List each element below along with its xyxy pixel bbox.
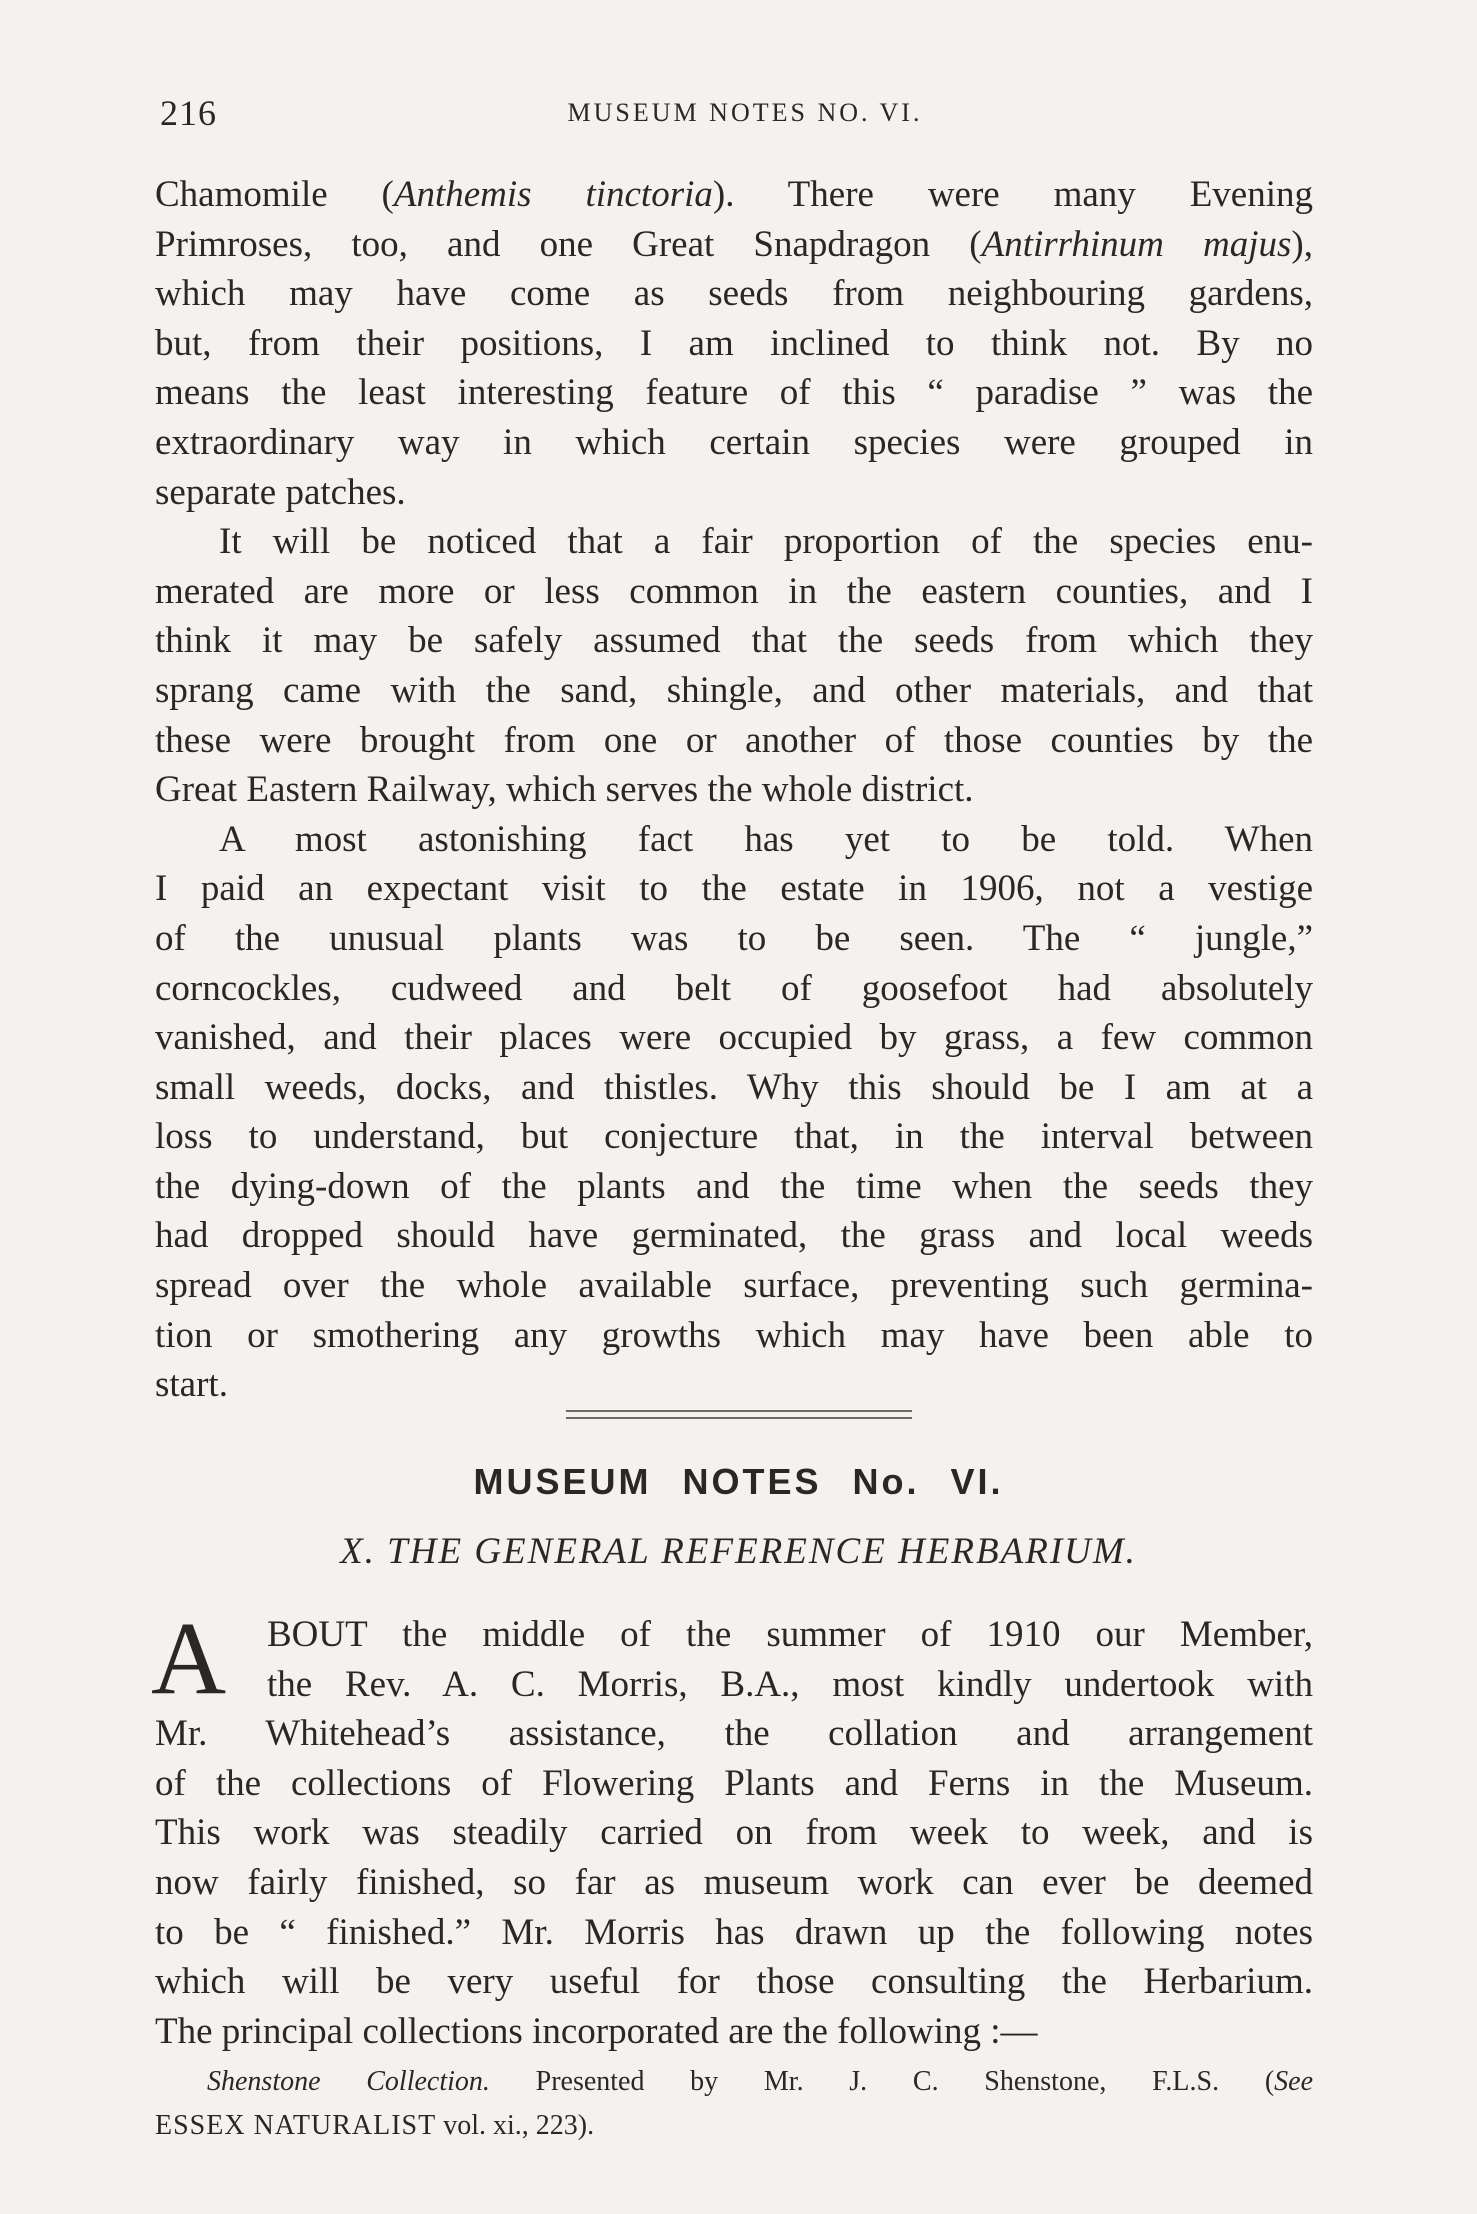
text-segment: means the least interesting feature of this “ paradise ” was the xyxy=(155,372,1313,414)
text-segment: A most astonishing fact has yet to be told. When xyxy=(219,818,1313,860)
text-segment: merated are more or less common in the eastern counties, and I xyxy=(155,570,1313,612)
italic-text: Shenstone Collection. xyxy=(207,2066,490,2097)
text-segment: now fairly finished, so far as museum work can ever be deemed xyxy=(155,1861,1313,1903)
text-line xyxy=(155,1759,1313,1809)
text-line xyxy=(155,269,1313,319)
text-line xyxy=(155,418,1313,468)
text-segment: The principal collections incorporated are the following :— xyxy=(155,2010,1038,2052)
text-segment: of the collections of Flowering Plants and Ferns in the Museum. xyxy=(155,1762,1313,1804)
text-segment: spread over the whole available surface, preventing such germina- xyxy=(155,1265,1313,1307)
text-line xyxy=(155,616,1313,666)
italic-text: Antirrhinum majus xyxy=(981,223,1292,265)
text-line xyxy=(155,1211,1313,1261)
text-segment: corncockles, cudweed and belt of goosefoot had absolutely xyxy=(155,967,1313,1009)
text-segment: vol. xi., 223). xyxy=(436,2110,595,2141)
running-head xyxy=(160,92,1330,132)
divider-rule-bottom xyxy=(566,1417,912,1419)
text-line xyxy=(155,1112,1313,1162)
text-segment: small weeds, docks, and thistles. Why this should be I am at a xyxy=(155,1066,1313,1108)
text-segment: This work was steadily carried on from week to week, and is xyxy=(155,1812,1313,1854)
running-title: MUSEUM NOTES NO. VI. xyxy=(567,98,923,127)
text-line xyxy=(155,1709,1313,1759)
text-line xyxy=(155,1311,1313,1361)
text-line xyxy=(155,1162,1313,1212)
text-segment: to be “ finished.” Mr. Morris has drawn up the following notes xyxy=(155,1911,1313,1953)
section-heading: MUSEUM NOTES No. VI. xyxy=(473,1461,1004,1502)
text-segment: which may have come as seeds from neighbouring gardens, xyxy=(155,273,1313,315)
text-line xyxy=(155,220,1313,270)
italic-text: Anthemis tinctoria xyxy=(393,174,713,215)
text-line xyxy=(155,2060,1313,2104)
text-segment: It will be noticed that a fair proportion of the species enu- xyxy=(219,521,1313,563)
text-segment: separate patches. xyxy=(155,471,406,513)
text-line xyxy=(155,1660,1313,1710)
text-line xyxy=(155,567,1313,617)
text-segment: sprang came with the sand, shingle, and other materials, and that xyxy=(155,669,1313,711)
text-line xyxy=(155,170,1313,220)
text-segment: these were brought from one or another of those counties by the xyxy=(155,719,1313,761)
section-subheading: X. THE GENERAL REFERENCE HERBARIUM. xyxy=(340,1531,1137,1572)
text-line xyxy=(155,914,1313,964)
text-segment: think it may be safely assumed that the seeds from which they xyxy=(155,620,1313,662)
collection-entry xyxy=(155,2060,1313,2148)
text-line xyxy=(155,1908,1313,1958)
text-segment: vanished, and their places were occupied by grass, a few common xyxy=(155,1017,1313,1059)
text-line xyxy=(155,666,1313,716)
text-segment: Mr. Whitehead’s assistance, the collation and arrangement xyxy=(155,1713,1313,1755)
text-segment: BOUT the middle of the summer of 1910 our Member, xyxy=(267,1614,1313,1655)
text-line xyxy=(155,964,1313,1014)
text-line xyxy=(155,716,1313,766)
text-line xyxy=(155,765,1313,815)
text-segment: the Rev. A. C. Morris, B.A., most kindly undertook with xyxy=(267,1663,1313,1705)
section-divider xyxy=(0,1410,1477,1419)
drop-cap: A xyxy=(151,1601,227,1716)
text-line xyxy=(155,1013,1313,1063)
text-segment: loss to understand, but conjecture that, in the interval between xyxy=(155,1116,1313,1158)
text-segment: extraordinary way in which certain species were grouped in xyxy=(155,421,1313,463)
text-segment: which will be very useful for those consulting the Herbarium. xyxy=(155,1961,1313,2003)
text-segment: Presented by Mr. J. C. Shenstone, F.L.S. ( xyxy=(489,2066,1275,2097)
article-body-text xyxy=(151,1601,1313,2056)
text-segment: Chamomile ( xyxy=(155,174,394,215)
text-line xyxy=(155,468,1313,518)
text-segment: ), xyxy=(1291,223,1313,265)
text-line xyxy=(155,1808,1313,1858)
text-segment: I paid an expectant visit to the estate in 1906, not a vestige xyxy=(155,868,1313,910)
text-segment: the dying-down of the plants and the time when the seeds they xyxy=(155,1165,1313,1207)
previous-article-text xyxy=(155,170,1313,1410)
text-line xyxy=(155,2104,1313,2148)
text-line xyxy=(155,319,1313,369)
text-line xyxy=(155,1063,1313,1113)
text-line xyxy=(155,815,1313,865)
text-segment: but, from their positions, I am inclined to think not. By no xyxy=(155,322,1313,364)
text-line xyxy=(155,1360,1313,1410)
text-segment: Primroses, too, and one Great Snapdragon ( xyxy=(155,223,982,265)
text-line xyxy=(155,2007,1313,2057)
text-segment: ESSEX NATURALIST xyxy=(155,2110,437,2141)
text-line xyxy=(155,1858,1313,1908)
italic-text: See xyxy=(1274,2066,1313,2097)
text-line xyxy=(155,368,1313,418)
text-line xyxy=(155,864,1313,914)
text-line xyxy=(155,517,1313,567)
page-number: 216 xyxy=(160,93,217,133)
text-line xyxy=(155,1957,1313,2007)
text-segment: of the unusual plants was to be seen. The “ jungle,” xyxy=(155,917,1313,959)
text-segment: tion or smothering any growths which may have been able to xyxy=(155,1314,1313,1356)
text-segment: Great Eastern Railway, which serves the whole district. xyxy=(155,769,974,811)
text-segment: had dropped should have germinated, the grass and local weeds xyxy=(155,1215,1313,1257)
text-segment: start. xyxy=(155,1364,228,1406)
text-line xyxy=(155,1261,1313,1311)
text-segment: ). There were many Evening xyxy=(712,174,1313,215)
divider-rule-top xyxy=(566,1410,912,1412)
